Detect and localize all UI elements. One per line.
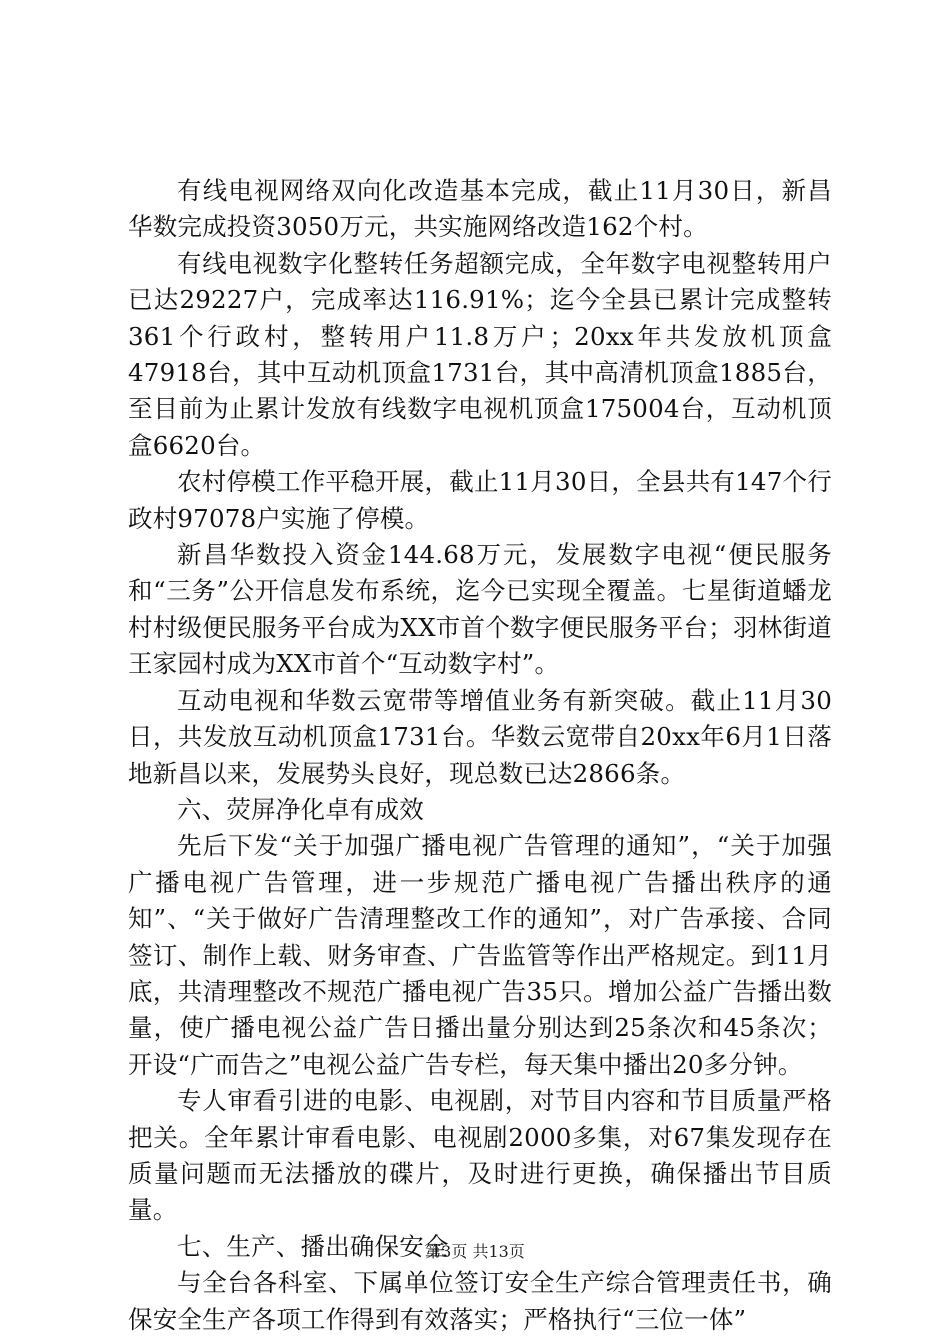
- section-heading-seven: 七、生产、播出确保安全: [177, 1231, 449, 1261]
- page-number-footer: 第3页 共13页: [425, 1242, 525, 1261]
- section-heading-six: 六、荧屏净化卓有成效: [177, 794, 424, 824]
- paragraph-convenience-service: 新昌华数投入资金144.68万元，发展数字电视“便民服务和“三务”公开信息发布系统，迄今已实现全覆盖。七星街道蟠龙村村级便民服务平台成为XX市首个数字便民服务平台；羽林街道王家园村成为XX市首个“互动数字村”。: [128, 540, 832, 679]
- document-body: [128, 173, 832, 1338]
- paragraph-program-review: 专人审看引进的电影、电视剧，对节目内容和节目质量严格把关。全年累计审看电影、电视剧2000多集，对67集发现存在质量问题而无法播放的碟片，及时进行更换，确保播出节目质量。: [128, 1086, 832, 1225]
- paragraph-network-upgrade: 有线电视网络双向化改造基本完成，截止11月30日，新昌华数完成投资3050万元，共实施网络改造162个村。: [128, 176, 832, 242]
- paragraph-rural-shutdown: 农村停模工作平稳开展，截止11月30日，全县共有147个行政村97078户实施了停模。: [128, 467, 832, 533]
- paragraph-safety-responsibility: 与全台各科室、下属单位签订安全生产综合管理责任书，确保安全生产各项工作得到有效落实；严格执行“三位一体”: [128, 1268, 832, 1334]
- paragraph-value-added-services: 互动电视和华数云宽带等增值业务有新突破。截止11月30日，共发放互动机顶盒1731台。华数云宽带自20xx年6月1日落地新昌以来，发展势头良好，现总数已达2866条。: [128, 685, 832, 788]
- paragraph-digital-conversion: 有线电视数字化整转任务超额完成，全年数字电视整转用户已达29227户，完成率达116.91%；迄今全县已累计完成整转361个行政村，整转用户11.8万户；20xx年共发放机顶盒47918台，其中互动机顶盒1731台，其中高清机顶盒1885台，至目前为止累计发放有线数字电视机顶盒175004台，互动机顶盒6620台。: [128, 248, 832, 460]
- paragraph-ad-management: 先后下发“关于加强广播电视广告管理的通知”，“关于加强广播电视广告管理，进一步规范广播电视广告播出秩序的通知”、“关于做好广告清理整改工作的通知”，对广告承接、合同签订、制作上载、财务审查、广告监管等作出严格规定。到11月底，共清理整改不规范广播电视广告35只。增加公益广告播出数量，使广播电视公益广告日播出量分别达到25条次和45条次；开设“广而告之”电视公益广告专栏，每天集中播出20多分钟。: [128, 831, 832, 1079]
